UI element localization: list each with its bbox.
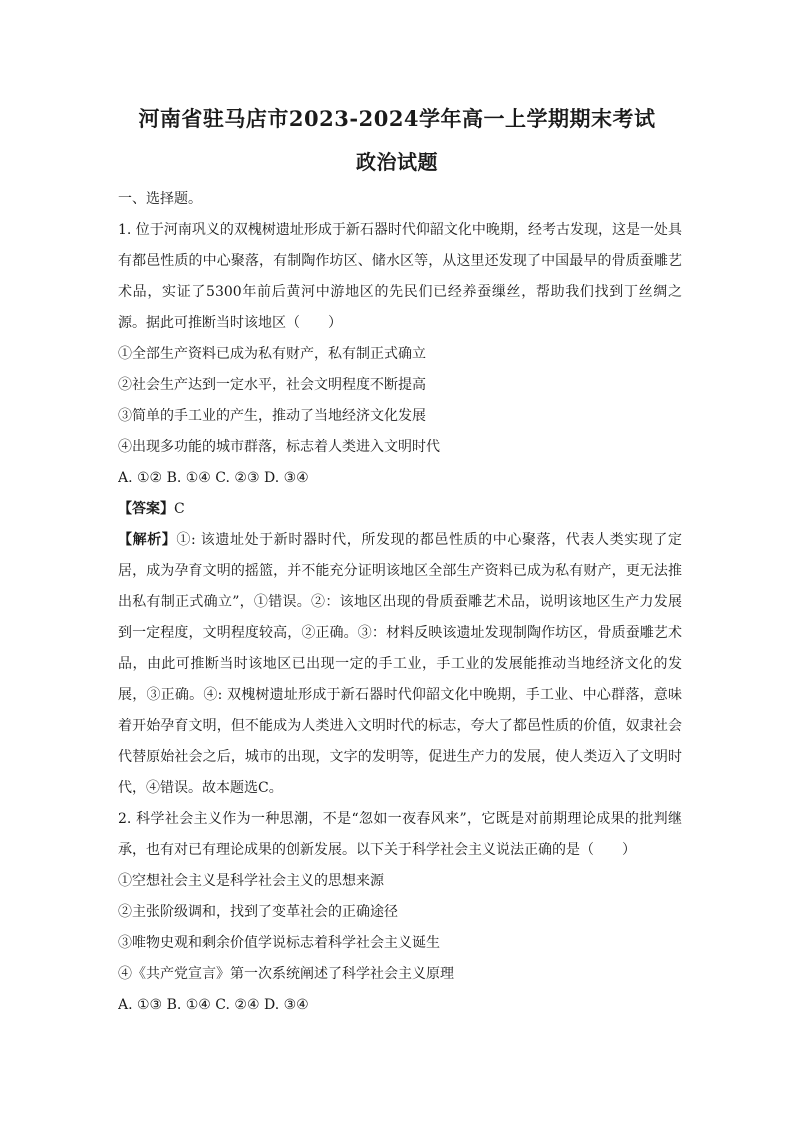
question-1-option-1: ①全部生产资料已成为私有财产，私有制正式确立 xyxy=(118,346,426,362)
question-1-stem: 1. 位于河南巩义的双槐树遗址形成于新石器时代仰韶文化中晚期，经考古发现，这是一处具有都邑性质的中心聚落，有制陶作坊区、储水区等，从这里还发现了中国最早的骨质蚕雕艺术品，实证了5300年前后黄河中游地区的先民们已经养蚕缫丝，帮助我们找到丁丝绸之源。据此可推断当时该地区（ ） xyxy=(118,222,682,331)
question-2-stem: 2. 科学社会主义作为一种思潮，不是“忽如一夜春风来”，它既是对前期理论成果的批判继承，也有对已有理论成果的创新发展。以下关于科学社会主义说法正确的是（ ） xyxy=(118,811,682,858)
question-1-analysis xyxy=(118,525,682,804)
question-1-answer xyxy=(118,494,682,525)
question-2-option-1: ①空想社会主义是科学社会主义的思想来源 xyxy=(118,873,384,889)
question-2-choices: A. ①③ B. ①④ C. ②④ D. ③④ xyxy=(118,997,309,1013)
answer-label: 【答案】 xyxy=(118,501,174,517)
document-body xyxy=(118,184,682,1021)
analysis-label: 【解析】 xyxy=(118,532,177,548)
question-2-option-2: ②主张阶级调和，找到了变革社会的正确途径 xyxy=(118,904,398,920)
question-2-option-3: ③唯物史观和剩余价值学说标志着科学社会主义诞生 xyxy=(118,935,440,951)
question-1-option-2: ②社会生产达到一定水平，社会文明程度不断提高 xyxy=(118,377,426,393)
question-1-option-4: ④出现多功能的城市群落，标志着人类进入文明时代 xyxy=(118,439,440,455)
section-heading: 一、选择题。 xyxy=(118,191,202,207)
question-2-option-4: ④《共产党宣言》第一次系统阐述了科学社会主义原理 xyxy=(118,966,454,982)
answer-value: C xyxy=(174,501,185,517)
document-subtitle: 政治试题 xyxy=(356,150,438,174)
question-1-choices: A. ①② B. ①④ C. ②③ D. ③④ xyxy=(118,470,309,486)
question-1-option-3: ③简单的手工业的产生，推动了当地经济文化发展 xyxy=(118,408,426,424)
document-title: 河南省驻马店市2023-2024学年高一上学期期末考试 xyxy=(138,106,656,131)
analysis-text: ①: 该遗址处于新时器时代，所发现的都邑性质的中心聚落，代表人类实现了定居，成为孕育文明的摇篮，并不能充分证明该地区全部生产资料已成为私有财产，更无法推出私有制正式确立”，①错误。②：该地区出现的骨质蚕雕艺术品，说明该地区生产力发展到一定程度，文明程度较高，②正确。③：材料反映该遗址发现制陶作坊区，骨质蚕雕艺术品，由此可推断当时该地区已出现一定的手工业，手工业的发展能推动当地经济文化的发展，③正确。④: 双槐树遗址形成于新石器时代仰韶文化中晚期，手工业、中心群落，意味着开始孕育文明，但不能成为人类进入文明时代的标志，夸大了都邑性质的价值，奴隶社会代替原始社会之后，城市的出现，文字的发明等，促进生产力的发展，使人类迈入了文明时代，④错误。故本题选C。 xyxy=(118,532,682,796)
